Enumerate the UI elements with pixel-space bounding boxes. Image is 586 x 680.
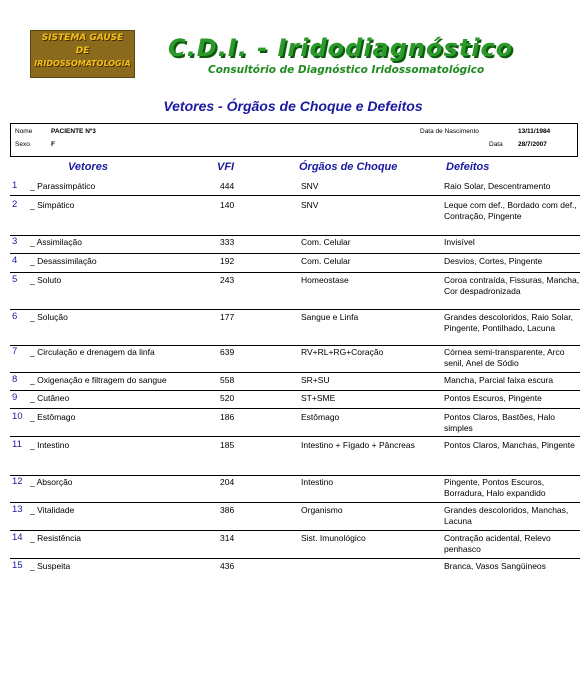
- vfi-value: 314: [220, 533, 235, 543]
- table-row: [10, 346, 580, 373]
- vetor-name: _ Suspeita: [30, 561, 71, 571]
- name-label: Nome: [15, 128, 33, 135]
- vfi-value: 140: [220, 200, 235, 210]
- table-row: [10, 439, 580, 476]
- header-vetores: Vetores: [68, 161, 108, 173]
- vfi-value: 185: [220, 440, 235, 450]
- row-divider: [10, 195, 580, 196]
- defeitos-value: Pontos Claros, Bastões, Halo simples: [444, 412, 556, 433]
- birth-label: Data de Nascimento: [420, 128, 479, 135]
- logo: [30, 30, 135, 78]
- header-defeitos: Defeitos: [446, 161, 490, 173]
- sex-label: Sexo: [15, 141, 30, 148]
- orgao-value: Com. Celular: [301, 256, 351, 266]
- vetor-name: _ Parassimpático: [30, 181, 96, 191]
- vfi-value: 520: [220, 393, 235, 403]
- table-row: [10, 199, 580, 236]
- vetor-name: _ Soluto: [30, 275, 62, 285]
- table-row: [10, 476, 580, 503]
- row-number: 11: [12, 439, 22, 450]
- orgao-value: Homeostase: [301, 275, 349, 285]
- row-number: 9: [12, 392, 18, 403]
- vfi-value: 444: [220, 181, 235, 191]
- vetor-name: _ Intestino: [30, 440, 70, 450]
- row-divider: [10, 272, 580, 273]
- table-row: [10, 311, 580, 346]
- row-divider: [10, 558, 580, 559]
- vetor-name: _ Estômago: [30, 412, 76, 422]
- row-number: 15: [12, 560, 23, 571]
- birth-value: 13/11/1984: [518, 128, 551, 135]
- vetor-name: _ Solução: [30, 312, 68, 322]
- date-value: 28/7/2007: [518, 141, 547, 148]
- table-row: [10, 392, 580, 409]
- row-divider: [10, 530, 580, 531]
- vetor-name: _ Vitalidade: [30, 505, 75, 515]
- vetor-name: _ Simpático: [30, 200, 75, 210]
- orgao-value: Sist. Imunológico: [301, 533, 366, 543]
- row-divider: [10, 372, 580, 373]
- vetor-name: _ Oxigenação e filtragem do sangue: [30, 375, 167, 385]
- row-divider: [10, 253, 580, 254]
- header-orgaos: Órgãos de Choque: [299, 161, 398, 173]
- defeitos-value: Grandes descoloridos, Raio Solar, Pingente, Pontilhado, Lacuna: [444, 312, 573, 333]
- header-vfi: VFI: [217, 161, 235, 173]
- row-divider: [10, 309, 580, 310]
- table-row: [10, 374, 580, 391]
- defeitos-value: Pontos Claros, Manchas, Pingente: [444, 440, 575, 450]
- vetor-name: _ Circulação e drenagem da linfa: [30, 347, 155, 357]
- defeitos-value: Córnea semi-transparente, Arco senil, Anel de Sódio: [444, 347, 565, 368]
- vfi-value: 177: [220, 312, 235, 322]
- row-number: 12: [12, 476, 23, 487]
- row-number: 10: [12, 411, 23, 422]
- brand-subtitle: Consultório de Diagnóstico Iridossomatológico: [208, 64, 485, 76]
- row-number: 5: [12, 274, 18, 285]
- defeitos-value: Coroa contraída, Fissuras, Mancha, Cor despadronizada: [444, 275, 580, 296]
- orgao-value: SNV: [301, 181, 319, 191]
- defeitos-value: Branca, Vasos Sangüineos: [444, 561, 546, 571]
- vetor-name: _ Resistência: [30, 533, 82, 543]
- table-row: [10, 180, 580, 196]
- orgao-value: Intestino + Fígado + Pâncreas: [301, 440, 415, 450]
- orgao-value: Sangue e Linfa: [301, 312, 359, 322]
- vfi-value: 186: [220, 412, 235, 422]
- row-number: 4: [12, 255, 18, 266]
- orgao-value: Com. Celular: [301, 237, 351, 247]
- orgao-value: Estômago: [301, 412, 340, 422]
- row-number: 6: [12, 311, 18, 322]
- orgao-value: Intestino: [301, 477, 334, 487]
- date-label: Data: [489, 141, 503, 148]
- defeitos-value: Raio Solar, Descentramento: [444, 181, 551, 191]
- orgao-value: ST+SME: [301, 393, 336, 403]
- row-divider: [10, 408, 580, 409]
- brand-header: [168, 34, 553, 84]
- brand-title: C.D.I. - Iridodiagnóstico: [168, 34, 514, 62]
- vetor-name: _ Assimilação: [30, 237, 82, 247]
- table-row: [10, 255, 580, 273]
- defeitos-value: Leque com def., Bordado com def., Contração, Pingente: [444, 200, 577, 221]
- vetor-name: _ Cutâneo: [30, 393, 70, 403]
- name-value: PACIENTE Nº3: [51, 128, 96, 135]
- report-title: Vetores - Órgãos de Choque e Defeitos: [163, 98, 423, 114]
- table-row: [10, 411, 580, 437]
- vetor-name: _ Desassimilação: [30, 256, 97, 266]
- row-number: 14: [12, 532, 23, 543]
- row-divider: [10, 436, 580, 437]
- table-row: [10, 560, 580, 577]
- vfi-value: 436: [220, 561, 235, 571]
- row-number: 2: [12, 199, 18, 210]
- vfi-value: 558: [220, 375, 235, 385]
- vfi-value: 192: [220, 256, 235, 266]
- defeitos-value: Contração acidental, Relevo penhasco: [444, 533, 551, 554]
- logo-line-1: SISTEMA GAUSE: [41, 33, 124, 43]
- table-row: [10, 504, 580, 531]
- vfi-value: 386: [220, 505, 235, 515]
- row-number: 3: [12, 236, 18, 247]
- orgao-value: RV+RL+RG+Coração: [301, 347, 384, 357]
- orgao-value: SR+SU: [301, 375, 330, 385]
- defeitos-value: Invisível: [444, 237, 475, 247]
- table-row: [10, 532, 580, 559]
- row-number: 7: [12, 346, 18, 357]
- vfi-value: 243: [220, 275, 235, 285]
- logo-line-3: IRIDOSSOMATOLOGIA: [34, 59, 131, 68]
- row-number: 1: [12, 180, 18, 191]
- orgao-value: SNV: [301, 200, 319, 210]
- row-number: 13: [12, 504, 23, 515]
- defeitos-value: Grandes descoloridos, Manchas, Lacuna: [444, 505, 569, 526]
- orgao-value: Organismo: [301, 505, 343, 515]
- defeitos-value: Mancha, Parcial faixa escura: [444, 375, 554, 385]
- vfi-value: 333: [220, 237, 235, 247]
- defeitos-value: Desvios, Cortes, Pingente: [444, 256, 543, 266]
- row-divider: [10, 390, 580, 391]
- sex-value: F: [51, 141, 55, 148]
- table-row: [10, 236, 580, 254]
- patient-info-box: [10, 123, 578, 157]
- defeitos-value: Pingente, Pontos Escuros, Borradura, Halo expandido: [444, 477, 546, 498]
- vetor-name: _ Absorção: [30, 477, 73, 487]
- vfi-value: 639: [220, 347, 235, 357]
- row-divider: [10, 502, 580, 503]
- vfi-value: 204: [220, 477, 235, 487]
- defeitos-value: Pontos Escuros, Pingente: [444, 393, 542, 403]
- logo-line-2: DE: [75, 46, 90, 56]
- table-row: [10, 274, 580, 310]
- row-number: 8: [12, 374, 18, 385]
